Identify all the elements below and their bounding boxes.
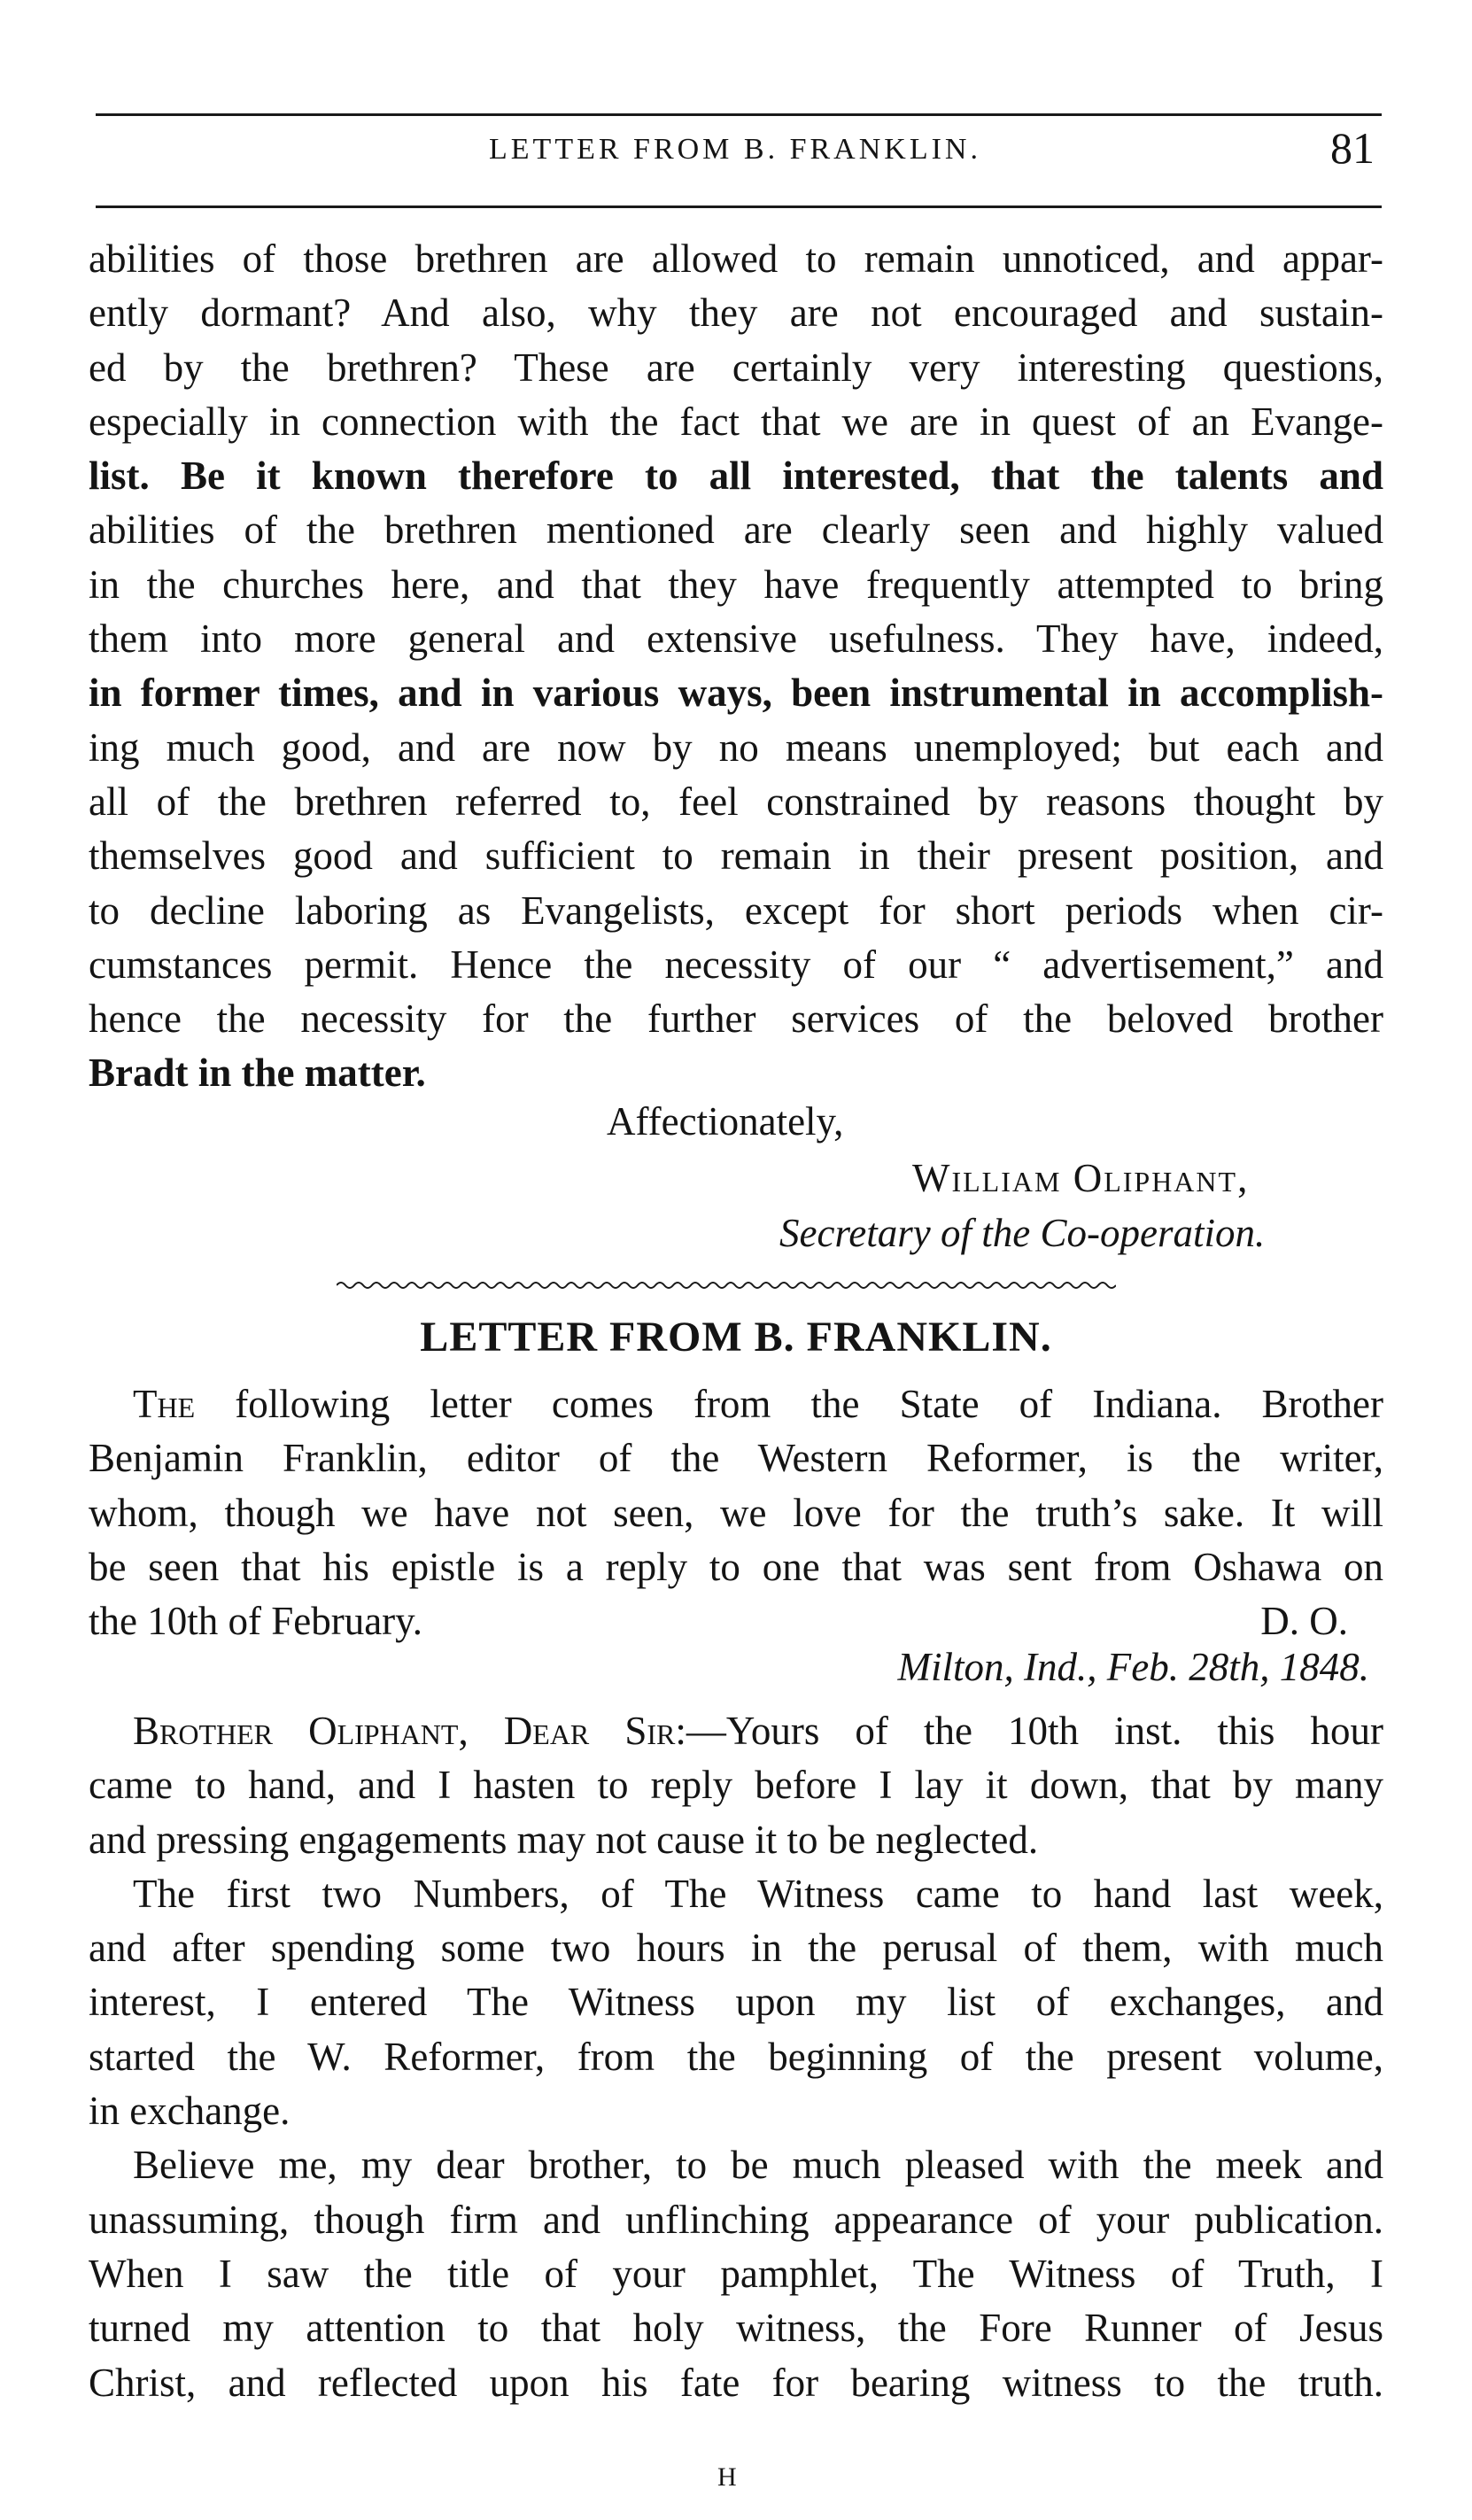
text-line xyxy=(89,1377,1383,1431)
text-line: all of the brethren referred to, feel constrained by reasons thought by xyxy=(89,779,1383,824)
continued-paragraph xyxy=(89,232,1383,1101)
text-line: started the W. Reformer, from the beginning of the present volume, xyxy=(89,2034,1383,2079)
text-line: interest, I entered The Witness upon my list of exchanges, and xyxy=(89,1980,1383,2025)
text-line: themselves good and sufficient to remain in their present position, and xyxy=(89,834,1383,879)
page-number: 81 xyxy=(1330,123,1375,173)
text-line: to decline laboring as Evangelists, except for short periods when cir- xyxy=(89,888,1383,933)
text-line: whom, though we have not seen, we love for the truth’s sake. It will xyxy=(89,1490,1383,1535)
header-rule-bottom xyxy=(96,205,1382,208)
text-line xyxy=(89,1704,1383,1758)
text-line: and after spending some two hours in the perusal of them, with much xyxy=(89,1926,1383,1971)
text-line: in former times, and in various ways, been instrumental in accomplish- xyxy=(89,671,1383,716)
text-line: ing much good, and are now by no means unemployed; but each and xyxy=(89,725,1383,770)
text-line: and pressing engagements may not cause it to be neglected. xyxy=(89,1817,1039,1862)
text-line: be seen that his epistle is a reply to one that was sent from Oshawa on xyxy=(89,1544,1383,1589)
text-line: hence the necessity for the further services of the beloved brother xyxy=(89,996,1383,1042)
text-line: The first two Numbers, of The Witness came to hand last week, xyxy=(133,1871,1383,1916)
text-line: ently dormant? And also, why they are not encouraged and sustain- xyxy=(89,291,1383,336)
text-line: in exchange. xyxy=(89,2089,291,2134)
article-heading: LETTER FROM B. FRANKLIN. xyxy=(420,1314,1052,1361)
text-line: ed by the brethren? These are certainly very interesting questions, xyxy=(89,345,1383,390)
text-line: cumstances permit. Hence the necessity of our “ advertisement,” and xyxy=(89,942,1383,987)
text-line: Believe me, my dear brother, to be much pleased with the meek and xyxy=(133,2143,1383,2188)
letter-dateline: Milton, Ind., Feb. 28th, 1848. xyxy=(897,1645,1369,1689)
closing-title: Secretary of the Co-operation. xyxy=(779,1211,1266,1255)
running-head: LETTER FROM B. FRANKLIN. xyxy=(489,133,981,166)
text-line: came to hand, and I hasten to reply before I lay it down, that by many xyxy=(89,1763,1383,1808)
letter-line-0: —Yours of the 10th inst. this hour xyxy=(686,1709,1383,1753)
signature-mark: H xyxy=(717,2462,737,2492)
wavy-divider xyxy=(337,1279,1116,1291)
text-line: Benjamin Franklin, editor of the Western Reformer, is the writer, xyxy=(89,1436,1383,1481)
intro-line-0: following letter comes from the State of Indiana. Brother xyxy=(235,1382,1384,1426)
text-line: them into more general and extensive usefulness. They have, indeed, xyxy=(89,616,1383,662)
intro-paragraph xyxy=(89,1377,1383,1648)
text-line: Bradt in the matter. xyxy=(89,1051,426,1096)
text-line: unassuming, though firm and unflinching appearance of your publication. xyxy=(89,2197,1383,2242)
text-line: When I saw the title of your pamphlet, The Witness of Truth, I xyxy=(89,2251,1383,2296)
letter-body xyxy=(89,1704,1383,2410)
text-line: abilities of the brethren mentioned are clearly seen and highly valued xyxy=(89,508,1383,553)
letter-salutation: Brother Oliphant, Dear Sir: xyxy=(133,1709,686,1753)
text-line: Christ, and reflected upon his fate for bearing witness to the truth. xyxy=(89,2360,1383,2405)
intro-first-word: The xyxy=(133,1382,196,1426)
text-line: abilities of those brethren are allowed to remain unnoticed, and appar- xyxy=(89,236,1383,281)
editor-initials: D. O. xyxy=(1260,1599,1348,1644)
header-rule-top xyxy=(96,113,1382,116)
intro-line-4: the 10th of February. xyxy=(89,1599,422,1644)
text-line xyxy=(89,1594,1383,1648)
text-line: turned my attention to that holy witness, the Fore Runner of Jesus xyxy=(89,2306,1383,2351)
text-line: list. Be it known therefore to all interested, that the talents and xyxy=(89,454,1383,499)
text-line: especially in connection with the fact that we are in quest of an Evange- xyxy=(89,399,1383,444)
text-line: in the churches here, and that they have frequently attempted to bring xyxy=(89,562,1383,607)
closing-signature: William Oliphant, xyxy=(912,1156,1250,1200)
closing-salutation: Affectionately, xyxy=(607,1099,844,1144)
